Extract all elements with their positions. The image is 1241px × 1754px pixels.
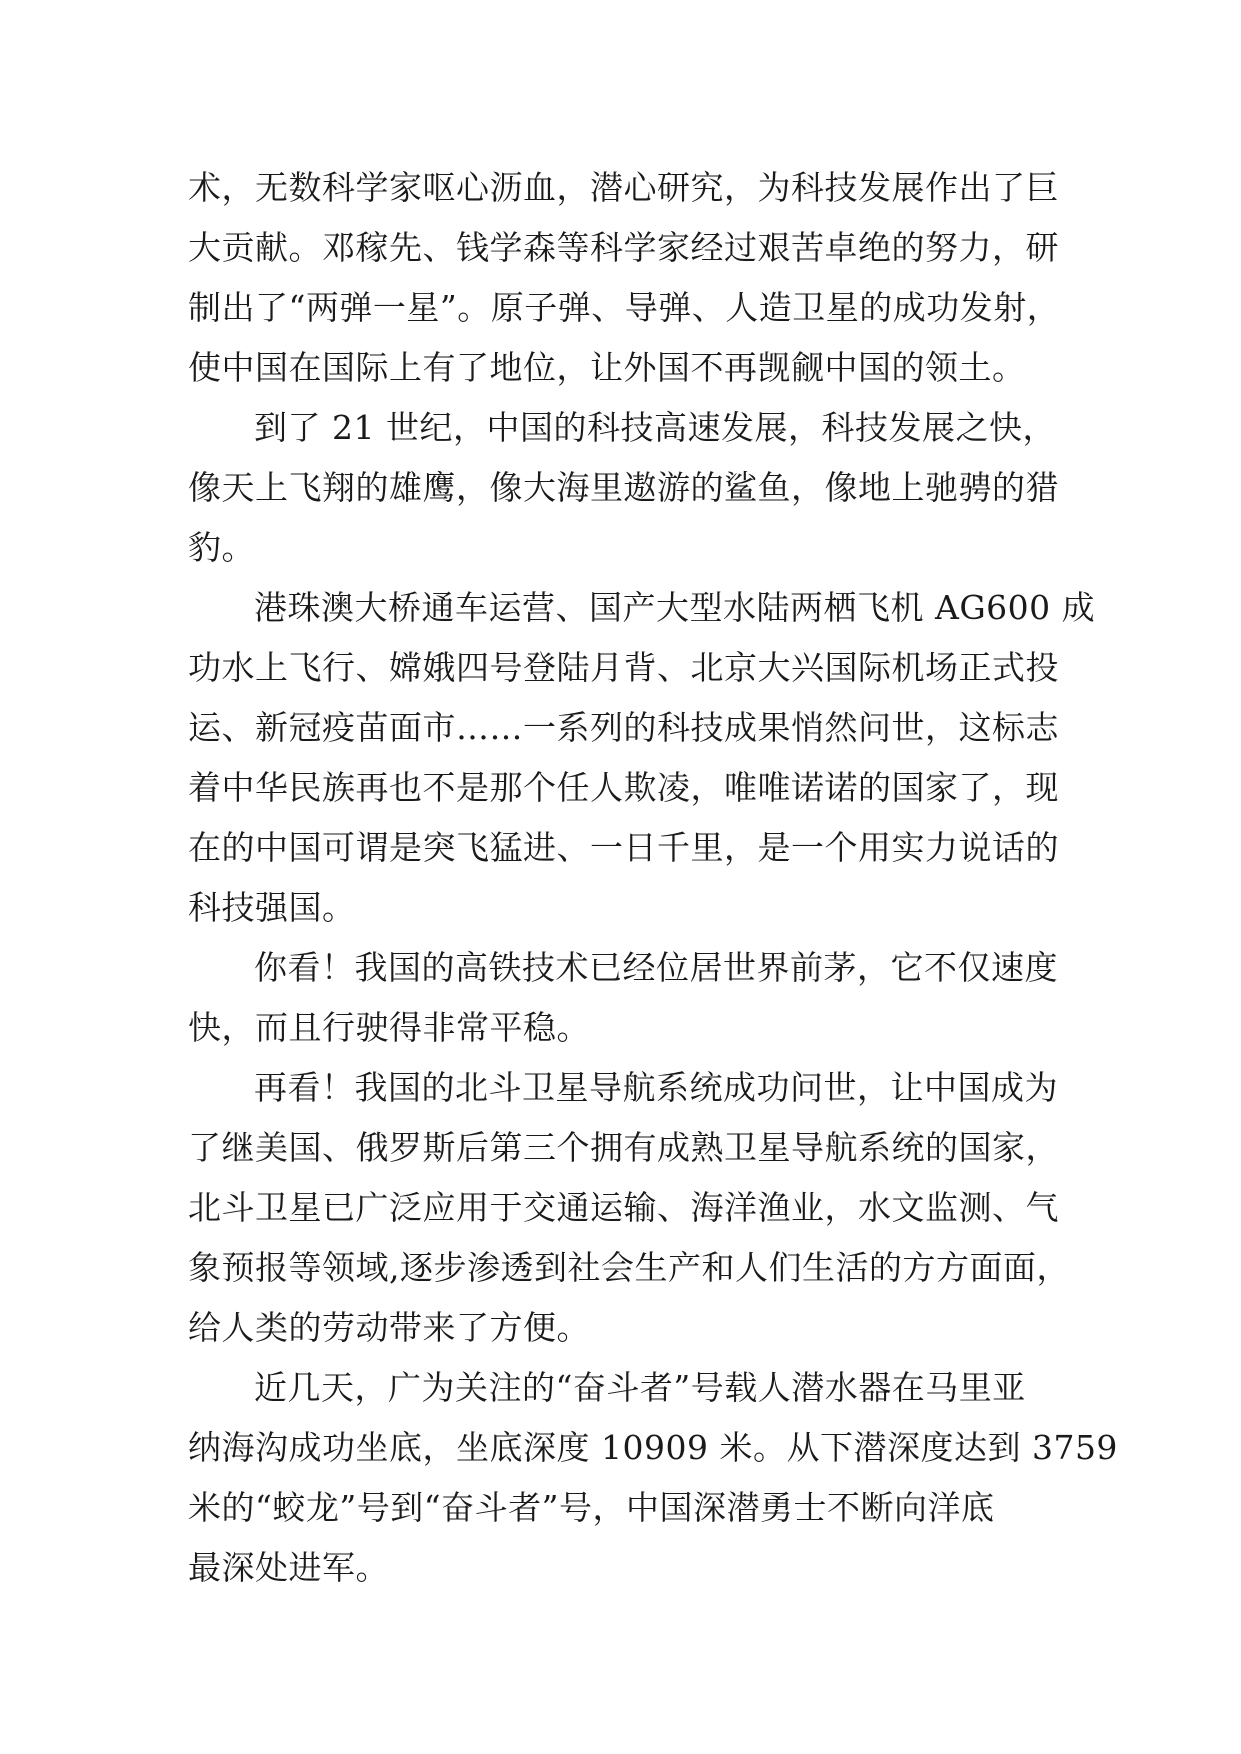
paragraph-first-line: 近几天，广为关注的“奋斗者”号载人潜水器在马里亚 [254,1368,1026,1407]
paragraph-first-line: 港珠澳大桥通车运营、国产大型水陆两栖飞机 AG600 成 [254,588,1096,627]
text-line: 像天上飞翔的雄鹰，像大海里遨游的鲨鱼，像地上驰骋的猎 [188,468,1059,507]
text-line: 米的“蛟龙”号到“奋斗者”号，中国深潜勇士不断向洋底 [188,1488,995,1527]
text-line: 功水上飞行、嫦娥四号登陆月背、北京大兴国际机场正式投 [188,648,1059,687]
text-line: 纳海沟成功坐底，坐底深度 10909 米。从下潜深度达到 3759 [188,1428,1118,1467]
text-line: 大贡献。邓稼先、钱学森等科学家经过艰苦卓绝的努力，研 [188,228,1059,267]
paragraph-first-line: 你看！我国的高铁技术已经位居世界前茅，它不仅速度 [254,948,1058,987]
paragraph-first-line: 到了 21 世纪，中国的科技高速发展，科技发展之快， [254,408,1056,447]
text-line: 运、新冠疫苗面市……一系列的科技成果悄然问世，这标志 [188,708,1059,747]
text-line: 最深处进军。 [188,1548,389,1587]
text-line: 给人类的劳动带来了方便。 [188,1308,590,1347]
text-line: 在的中国可谓是突飞猛进、一日千里，是一个用实力说话的 [188,828,1059,867]
text-line: 象预报等领域,逐步渗透到社会生产和人们生活的方方面面， [188,1248,1070,1287]
text-line: 了继美国、俄罗斯后第三个拥有成熟卫星导航系统的国家， [188,1128,1059,1167]
text-line: 术，无数科学家呕心沥血，潜心研究，为科技发展作出了巨 [188,168,1059,207]
paragraph-first-line: 再看！我国的北斗卫星导航系统成功问世，让中国成为 [254,1068,1058,1107]
text-line: 豹。 [188,528,255,567]
body-text [188,158,1118,1598]
text-line: 北斗卫星已广泛应用于交通运输、海洋渔业，水文监测、气 [188,1188,1059,1227]
text-line: 着中华民族再也不是那个任人欺凌，唯唯诺诺的国家了，现 [188,768,1059,807]
text-line: 使中国在国际上有了地位，让外国不再觊觎中国的领土。 [188,348,1026,387]
text-line: 科技强国。 [188,888,356,927]
text-line: 制出了“两弹一星”。原子弹、导弹、人造卫星的成功发射， [188,288,1061,327]
text-line: 快，而且行驶得非常平稳。 [188,1008,590,1047]
